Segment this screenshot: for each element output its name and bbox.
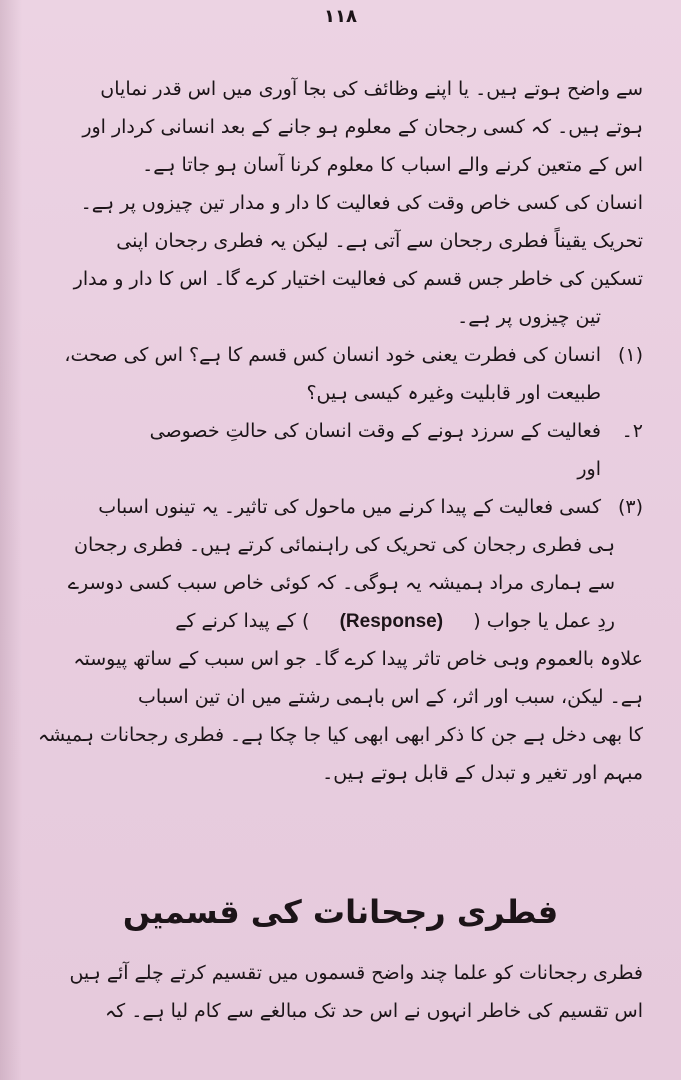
paragraph-2-line-2: سے ہماری مراد ہمیشہ یہ ہوگی۔ کہ کوئی خاص سبب کسی دوسرے xyxy=(67,572,615,594)
list-item-1-number: (۱) xyxy=(617,344,643,366)
list-item-3-line-1: کسی فعالیت کے پیدا کرنے میں ماحول کی تاثیر۔ یہ تینوں اسباب xyxy=(98,496,601,518)
list-item-2-line-2: اور xyxy=(577,458,601,480)
paragraph-3-line-4: مبہم اور تغیر و تبدل کے قابل ہوتے ہیں۔ xyxy=(322,762,643,784)
paragraph-1-line-2: ہوتے ہیں۔ کہ کسی رجحان کے معلوم ہو جانے کے بعد انسانی کردار اور xyxy=(82,116,643,138)
list-item-2-line-1: فعالیت کے سرزد ہونے کے وقت انسان کی حالتِ خصوصی xyxy=(149,420,601,442)
section-text-line-2: اس تقسیم کی خاطر انہوں نے اس حد تک مبالغے سے کام لیا ہے۔ کہ xyxy=(105,1000,643,1022)
response-line-after: ) کے پیدا کرنے کے xyxy=(175,610,310,632)
paragraph-2-line-1: ہی فطری رجحان کی تحریک کی راہنمائی کرتے ہیں۔ فطری رجحان xyxy=(74,534,615,556)
paragraph-1-line-7: تین چیزوں پر ہے۔ xyxy=(457,306,601,328)
response-latin-term: (Response) xyxy=(339,611,444,632)
paragraph-1-line-3: اس کے متعین کرنے والے اسباب کا معلوم کرنا آسان ہو جاتا ہے۔ xyxy=(142,154,643,176)
paragraph-3-line-1: علاوہ بالعموم وہی خاص تاثر پیدا کرے گا۔ جو اس سبب کے ساتھ پیوستہ xyxy=(73,648,643,670)
paragraph-1-line-6: تسکین کی خاطر جس قسم کی فعالیت اختیار کرے گا۔ اس کا دار و مدار xyxy=(73,268,643,290)
paragraph-1-line-4: انسان کی کسی خاص وقت کی فعالیت کا دار و مدار تین چیزوں پر ہے۔ xyxy=(80,192,643,214)
main-body-text xyxy=(38,70,643,792)
list-item-1-line-2: طبیعت اور قابلیت وغیرہ کیسی ہیں؟ xyxy=(306,382,601,404)
list-item-3 xyxy=(38,488,643,526)
page-number: ۱۱۸ xyxy=(324,6,357,27)
list-item-2-number: ۲۔ xyxy=(621,420,643,442)
list-item-1-line-1: انسان کی فطرت یعنی خود انسان کس قسم کا ہے؟ اس کی صحت، xyxy=(64,344,601,366)
response-line-before: ردِ عمل یا جواب ( xyxy=(473,610,615,632)
paragraph-3-line-3: کا بھی دخل ہے جن کا ذکر ابھی ابھی کیا جا چکا ہے۔ فطری رجحانات ہمیشہ xyxy=(38,724,643,746)
list-item-2 xyxy=(38,412,643,488)
list-item-3-number: (۳) xyxy=(617,496,643,518)
section-body-text xyxy=(38,954,643,1030)
paragraph-1-line-5: تحریک یقیناً فطری رجحان سے آتی ہے۔ لیکن یہ فطری رجحان اپنی xyxy=(116,230,643,252)
paragraph-3-line-2: ہے۔ لیکن، سبب اور اثر، کے اس باہمی رشتے میں ان تین اسباب xyxy=(138,686,643,708)
paragraph-1-line-1: سے واضح ہوتے ہیں۔ یا اپنے وظائف کی بجا آوری میں اس قدر نمایاں xyxy=(100,78,643,100)
section-text-line-1: فطری رجحانات کو علما چند واضح قسموں میں تقسیم کرتے چلے آئے ہیں xyxy=(69,962,643,984)
section-heading: فطری رجحانات کی قسمیں xyxy=(122,893,559,931)
list-item-1 xyxy=(38,336,643,412)
response-line xyxy=(38,602,643,640)
